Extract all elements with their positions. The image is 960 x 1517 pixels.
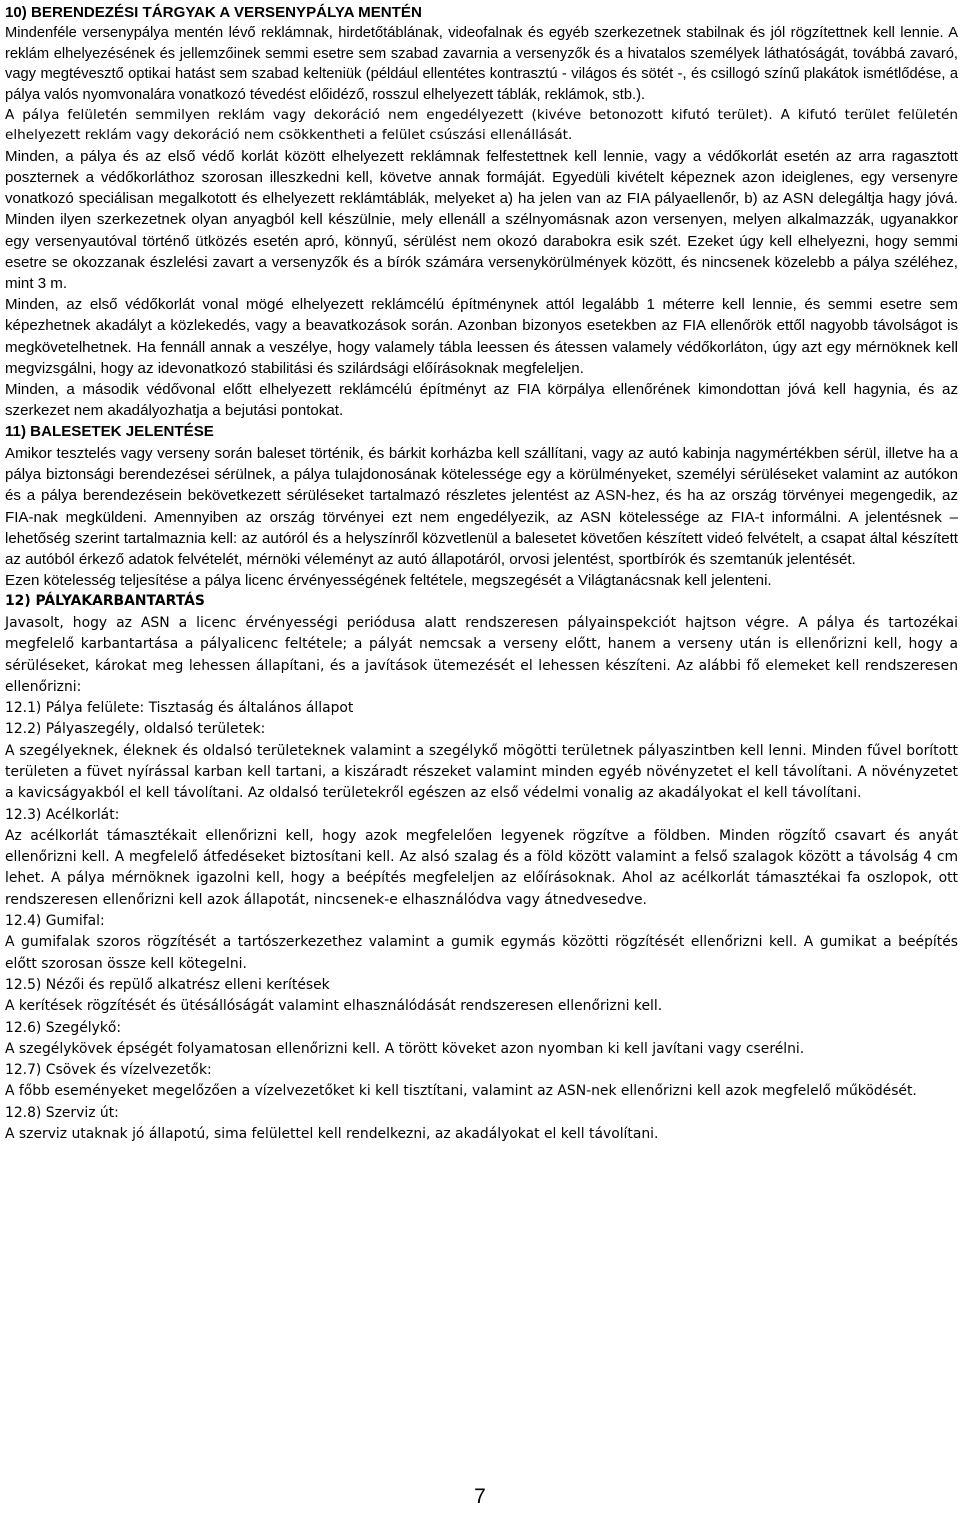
section-12-intro: Javasolt, hogy az ASN a licenc érvényességi periódusa alatt rendszeresen pályainspekciót hajtson végre. A pálya és tartozékai megfelelő karbantartása a pályalicenc feltétele; a pályát nemcsak a verseny előtt, hanem a verseny után is ellenőrizni kell, hogy a sérüléseket, károkat meg lehessen állapítani, és a javítások ütemezését el lehessen készíteni. Az alábbi fő elemeket kell rendszeresen ellenőrizni:	[5, 614, 958, 695]
section-10-paragraph-2: A pálya felületén semmilyen reklám vagy dekoráció nem engedélyezett (kivéve betonozott kifutó terület). A kifutó terület felületén elhelyezett reklám vagy dekoráció nem csökkentheti a felület csúszási ellenállását.	[5, 107, 958, 144]
subsection-12-6-title: 12.6) Szegélykő:	[5, 1019, 122, 1036]
section-10-paragraph-3: Minden, a pálya és az első védő korlát között elhelyezett reklámnak felfestettnek kell lennie, vagy a védőkorlát esetén az arra ragasztott poszternek a védőkorláthoz szorosan illeszkedni kell, követve annak formáját. Egyedüli kivételt képeznek azon ideiglenes, egy versenyre vonatkozó speciálisan megalkotott és elhelyezett reklámtáblák, melyeket a) ha jelen van az FIA pályaellenőr, b) az ASN delegáltja hagy jóvá. Minden ilyen szerkezetnek olyan anyagból kell készülnie, mely ellenáll a szélnyomásnak azon versenyen, melyen alkalmazzák, ugyanakkor egy versenyautóval történő ütközés esetén apró, könnyű, sérülést nem okozó darabokra esik szét. Ezeket úgy kell elhelyezni, hogy semmi esetre se okozzanak észlelési zavart a versenyzők és a bírók számára versenykörülmények között, és nincsenek közelebb a pálya széléhez, mint 3 m.	[5, 147, 958, 293]
section-11-paragraph-1: Amikor tesztelés vagy verseny során baleset történik, és bárkit korházba kell szállítani, vagy az autó kabinja nagymértékben sérül, illetve ha a pálya biztonsági berendezései sérülnek, a pálya tulajdonosának kötelessége egy a körülményeket, személyi sérüléseket valamint az autókon és a pálya berendezésein bekövetkezett sérüléseket tartalmazó részletes jelentést az ASN-hez, és ha az ország törvényei megengedik, az FIA-nak megküldeni. Amennyiben az ország törvényei ezt nem engedélyezik, az ASN kötelessége az FIA-t informálni. A jelentésnek – lehetőség szerint tartalmaznia kell: az autóról és a helyszínről közvetlenül a balesetet követően készített videó felvételt, a csapat által készített az autóból érkező adatok felvételét, mérnöki véleményt az autó állapotáról, orvosi jelentést, sportbírók és szemtanúk jelentését.	[5, 444, 958, 568]
section-10-paragraph-1: Mindenféle versenypálya mentén lévő reklámnak, hirdetőtáblának, videofalnak és egyéb szerkezetnek stabilnak és jól rögzítettnek kell lennie. A reklám elhelyezésének és jellemzőinek semmi esetre sem szabad zavarnia a versenyzők és a hivatalos személyek láthatóságát, továbbá zavaró, vagy megtévesztő optikai hatást sem szabad kelteniük (például ellentétes kontrasztú - világos és sötét -, és csillogó színű plakátok ismétlődése, a pálya valós nyomvonalára vonatkozó tévedést előidéző, rosszul elhelyezett táblák, reklámok, stb.).	[5, 25, 958, 103]
subsection-12-4-title: 12.4) Gumifal:	[5, 913, 105, 930]
section-11-paragraph-2: Ezen kötelesség teljesítése a pálya licenc érvényességének feltétele, megszegését a Világtanácsnak kell jelenteni.	[5, 572, 772, 590]
subsection-12-8-title: 12.8) Szerviz út:	[5, 1104, 119, 1121]
subsection-12-4-text: A gumifalak szoros rögzítését a tartószerkezethez valamint a gumik egymás közötti rögzítését ellenőrizni kell. A gumikat a beépítés előtt szorosan össze kell kötegelni.	[5, 934, 958, 972]
section-10-heading: 10) BERENDEZÉSI TÁRGYAK A VERSENYPÁLYA MENTÉN	[5, 4, 422, 21]
subsection-12-7-text: A főbb eseményeket megelőzően a vízelvezetőket ki kell tisztítani, valamint az ASN-nek ellenőrizni kell azok megfelelő működését.	[5, 1083, 917, 1100]
section-10-paragraph-4: Minden, az első védőkorlát vonal mögé elhelyezett reklámcélú építménynek attól legalább 1 méterre kell lennie, és semmi esetre sem képezhetnek akadályt a közlekedés, vagy a beavatkozások során. Azonban bizonyos esetekben az FIA ellenőrök ettől nagyobb távolságot is megkövetelhetnek. Ha fennáll annak a veszélye, hogy valamely tábla leessen és átessen valamely védőkorláton, úgy azt egy mérnöknek kell megvizsgálni, hogy az idevonatkozó stabilitási és szilárdsági előírásoknak megfeleljen.	[5, 296, 958, 377]
section-11-heading: 11) BALESETEK JELENTÉSE	[5, 423, 214, 441]
section-12-heading: 12) PÁLYAKARBANTARTÁS	[5, 593, 205, 610]
section-10-paragraph-5: Minden, a második védővonal előtt elhelyezett reklámcélú építményt az FIA körpálya ellenőrének kimondottan jóvá kell hagynia, és az szerkezet nem akadályozhatja a bejutási pontokat.	[5, 381, 958, 420]
subsection-12-3-title: 12.3) Acélkorlát:	[5, 806, 120, 823]
subsection-12-5-title: 12.5) Nézői és repülő alkatrész elleni kerítések	[5, 976, 330, 993]
document-page	[5, 2, 958, 1145]
page-number: 7	[474, 1485, 486, 1508]
subsection-12-7-title: 12.7) Csövek és vízelvezetők:	[5, 1062, 212, 1079]
subsection-12-1-title: 12.1) Pálya felülete: Tisztaság és általános állapot	[5, 700, 354, 717]
subsection-12-8-text: A szerviz utaknak jó állapotú, sima felülettel kell rendelkezni, az akadályokat el kell távolítani.	[5, 1126, 659, 1143]
subsection-12-2-text: A szegélyeknek, éleknek és oldalsó területeknek valamint a szegélykő mögötti területnek pályaszintben kell lenni. Minden fűvel borított területen a füvet nyírással karban kell tartani, a kiszáradt részeket valamint minden egyéb növényzetet el kell távolítani. A növényzetet a kavicságyakból el kell távolítani. Az oldalsó területekről egészen az első védelmi vonalig az akadályokat el kell távolítani.	[5, 742, 958, 802]
subsection-12-6-text: A szegélykövek épségét folyamatosan ellenőrizni kell. A törött köveket azon nyomban ki kell javítani vagy cserélni.	[5, 1040, 805, 1057]
subsection-12-2-title: 12.2) Pályaszegély, oldalsó területek:	[5, 721, 266, 738]
subsection-12-5-text: A kerítések rögzítését és ütésállóságát valamint elhasználódását rendszeresen ellenőrizni kell.	[5, 998, 663, 1015]
subsection-12-3-text: Az acélkorlát támasztékait ellenőrizni kell, hogy azok megfelelően legyenek rögzítve a földben. Minden rögzítő csavart és anyát ellenőrizni kell. A megfelelő átfedéseket biztosítani kell. Az alsó szalag és a föld között valamint a felső szalagok között a távolság 4 cm lehet. A pálya mérnöknek igazolni kell, hogy a beépítés megfeleljen az előírásoknak. Ahol az acélkorlát támasztékai fa oszlopok, ott rendszeresen ellenőrizni kell azok állapotát, nincsenek-e elhasználódva vagy átnedvesedve.	[5, 827, 958, 908]
